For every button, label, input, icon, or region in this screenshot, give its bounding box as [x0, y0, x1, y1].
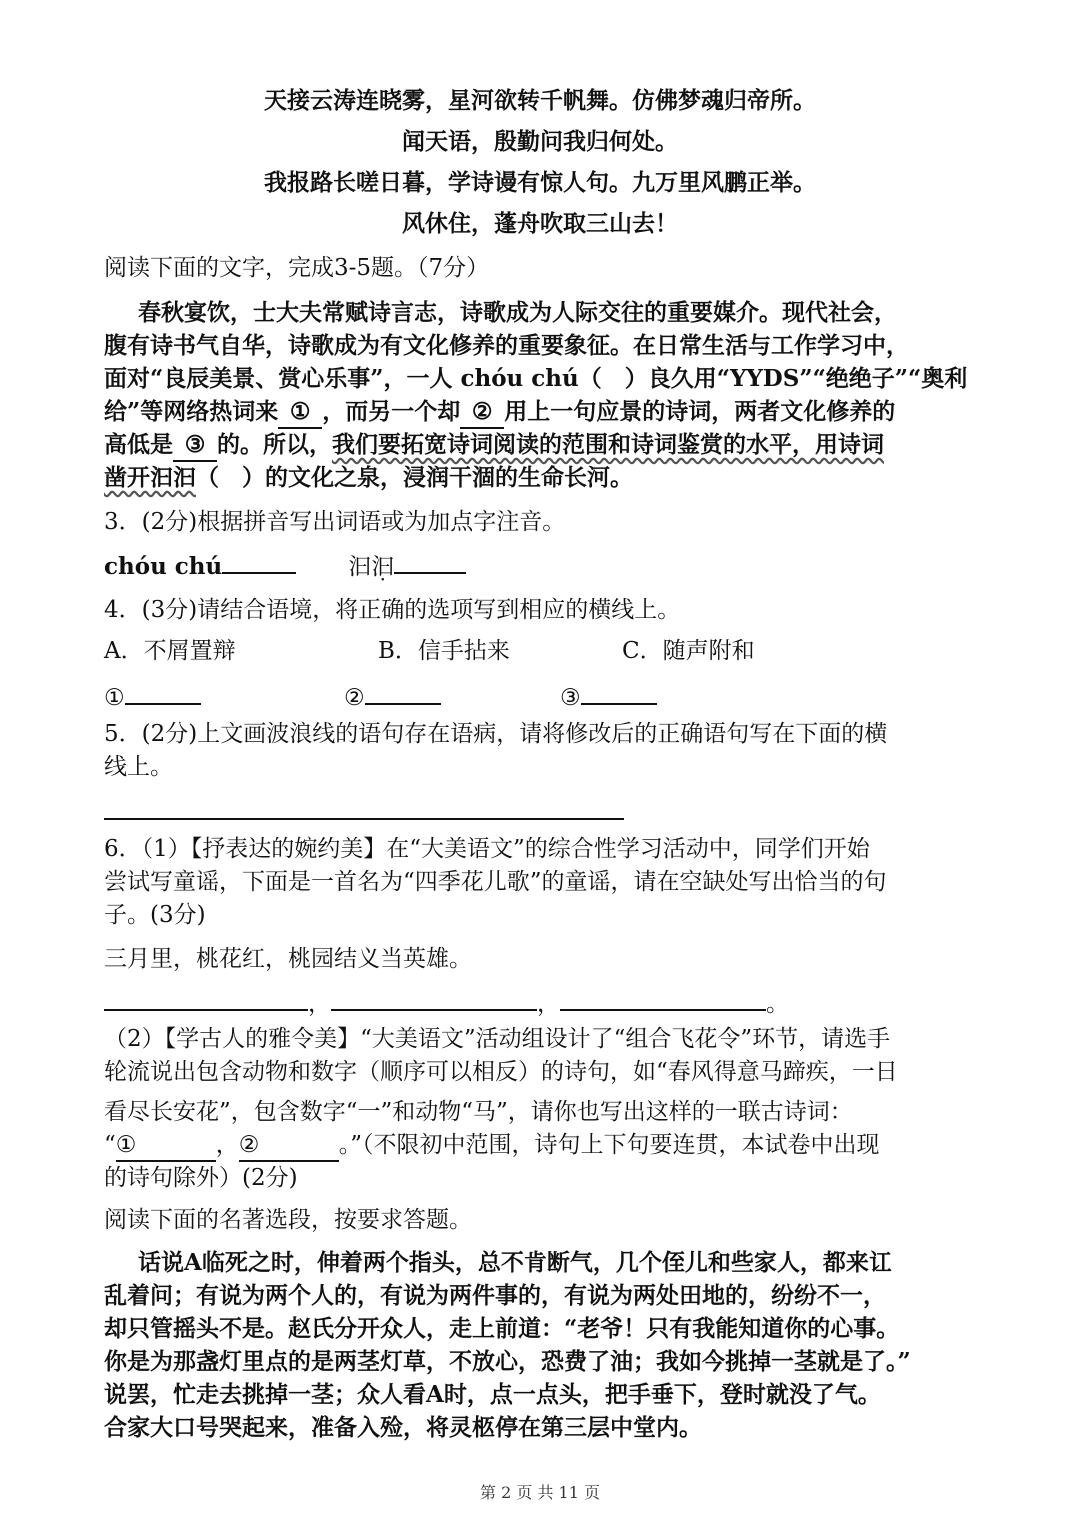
- q6-song-blanks: ， ， 。: [104, 985, 984, 1019]
- classic-line-2: 乱着问；有说为两个人的，有说为两件事的，有说为两处田地的，纷纷不一，: [104, 1282, 886, 1309]
- q3-word: 汩汩: [348, 554, 395, 580]
- q4-answer-1: ①: [104, 679, 304, 713]
- q6-blank-1[interactable]: [104, 985, 308, 1011]
- classic-line-1: 话说A临死之时，伸着两个指头，总不肯断气，几个侄儿和些家人，都来讧: [138, 1249, 892, 1276]
- poem-line-1: 天接云涛连晓雾，星河欲转千帆舞。仿佛梦魂归帝所。: [264, 87, 816, 114]
- q4-blank-3[interactable]: [581, 679, 657, 705]
- q6-part2-line-1: （2）【学古人的雅令美】“大美语文”活动组设计了“组合飞花令”环节，请选手: [104, 1026, 891, 1052]
- passage-text: 高低是: [104, 431, 173, 458]
- classic-line-3: 却只管摇头不是。赵氏分开众人，走上前道：“老爷！只有我能知道你的心事。: [104, 1315, 900, 1342]
- q6-poem-blank-1[interactable]: ①: [116, 1130, 216, 1162]
- q4-option-a: A．不屑置辩: [104, 638, 236, 664]
- q6-song-line: 三月里，桃花红，桃园结义当英雄。: [104, 946, 472, 972]
- classic-line-5: 说罢，忙走去挑掉一茎；众人看A时，点一点头，把手垂下，登时就没了气。: [104, 1381, 881, 1408]
- q6-part1-line-3: 子。(3分): [104, 902, 206, 928]
- q4-option-b: B．信手拈来: [378, 638, 510, 664]
- q4-title: 4．(3分)请结合语境，将正确的选项写到相应的横线上。: [104, 597, 681, 623]
- passage-text: 用上一句应景的诗词，两者文化修养的: [504, 398, 896, 425]
- classic-line-6: 合家大口号哭起来，准备入殓，将灵柩停在第三层中堂内。: [104, 1414, 702, 1441]
- q3-title: 3．(2分)根据拼音写出词语或为加点字注音。: [104, 509, 566, 535]
- blank-2[interactable]: ②: [460, 397, 504, 429]
- q6-part2-line-4: “① ，② 。”（不限初中范围，诗句上下句要连贯，本试卷中出现: [104, 1130, 984, 1162]
- poem-line-2: 闻天语，殷勤问我归何处。: [402, 128, 678, 155]
- q3-answers: [104, 548, 984, 582]
- blank-3[interactable]: ③: [173, 430, 217, 462]
- q4-answer-3: ③: [560, 679, 760, 713]
- q6-part1-line-2: 尝试写童谣，下面是一首名为“四季花儿歌”的童谣，请在空缺处写出恰当的句: [104, 869, 887, 895]
- blank-1[interactable]: ①: [278, 397, 322, 429]
- passage-line-6: [104, 463, 984, 493]
- q4-option-c: C．随声附和: [622, 638, 755, 664]
- page-number: 第 2 页 共 11 页: [480, 1483, 600, 1502]
- q3-blank-1[interactable]: [222, 548, 296, 574]
- reading-intro: 阅读下面的文字，完成3-5题。（7分）: [104, 255, 490, 281]
- passage-line-5: [104, 430, 984, 462]
- passage-text: （ ）的文化之泉，浸润干涸的生命长河。: [196, 464, 633, 491]
- q3-blank-2[interactable]: [394, 548, 466, 574]
- poem-line-4: 风休住，蓬舟吹取三山去！: [402, 210, 678, 237]
- q5-answer-line[interactable]: [104, 818, 624, 820]
- q6-poem-blank-2[interactable]: ②: [239, 1130, 339, 1162]
- passage-line-1: 春秋宴饮，士大夫常赋诗言志，诗歌成为人际交往的重要媒介。现代社会，: [138, 299, 897, 326]
- passage-line-4: [104, 397, 984, 429]
- passage-line-2: 腹有诗书气自华，诗歌成为有文化修养的重要象征。在日常生活与工作学习中，: [104, 332, 909, 359]
- passage-text: ，而另一个却: [322, 398, 461, 425]
- q3-pinyin: chóu chú: [104, 553, 223, 580]
- wavy-sentence: 我们要拓宽诗词阅读的范围和诗词鉴赏的水平，用诗词: [332, 431, 884, 458]
- q6-part2-line-3: 看尽长安花”，包含数字“一”和动物“马”，请你也写出这样的一联古诗词：: [104, 1099, 853, 1125]
- q4-blank-1[interactable]: [125, 679, 201, 705]
- q6-part2-line-5: 的诗句除外）(2分): [104, 1165, 298, 1191]
- q6-part2-line-2: 轮流说出包含动物和数字（顺序可以相反）的诗句，如“春风得意马蹄疾，一日: [104, 1059, 898, 1085]
- wavy-sentence: 凿开汩汩: [104, 464, 196, 491]
- classic-intro: 阅读下面的名著选段，按要求答题。: [104, 1207, 472, 1233]
- q5-line-2: 线上。: [104, 754, 173, 780]
- q5-line-1: 5．(2分)上文画波浪线的语句存在语病，请将修改后的正确语句写在下面的横: [104, 721, 888, 747]
- q6-part1-line-1: 6．（1）【抒表达的婉约美】在“大美语文”的综合性学习活动中，同学们开始: [104, 836, 870, 862]
- q6-blank-2[interactable]: [331, 985, 537, 1011]
- passage-text: 给”等网络热词来: [104, 398, 279, 425]
- classic-line-4: 你是为那盏灯里点的是两茎灯草，不放心，恐费了油；我如今挑掉一茎就是了。”: [104, 1348, 911, 1375]
- passage-text: 的。所以，: [217, 431, 332, 458]
- q4-blank-2[interactable]: [365, 679, 441, 705]
- q6-blank-3[interactable]: [560, 985, 766, 1011]
- q4-answer-2: ②: [344, 679, 544, 713]
- passage-line-3: 面对“良辰美景、赏心乐事”，一人 chóu chú（ ）良久用“YYDS”“绝绝子”“奥利: [104, 365, 968, 392]
- poem-line-3: 我报路长嗟日暮，学诗谩有惊人句。九万里风鹏正举。: [264, 169, 816, 196]
